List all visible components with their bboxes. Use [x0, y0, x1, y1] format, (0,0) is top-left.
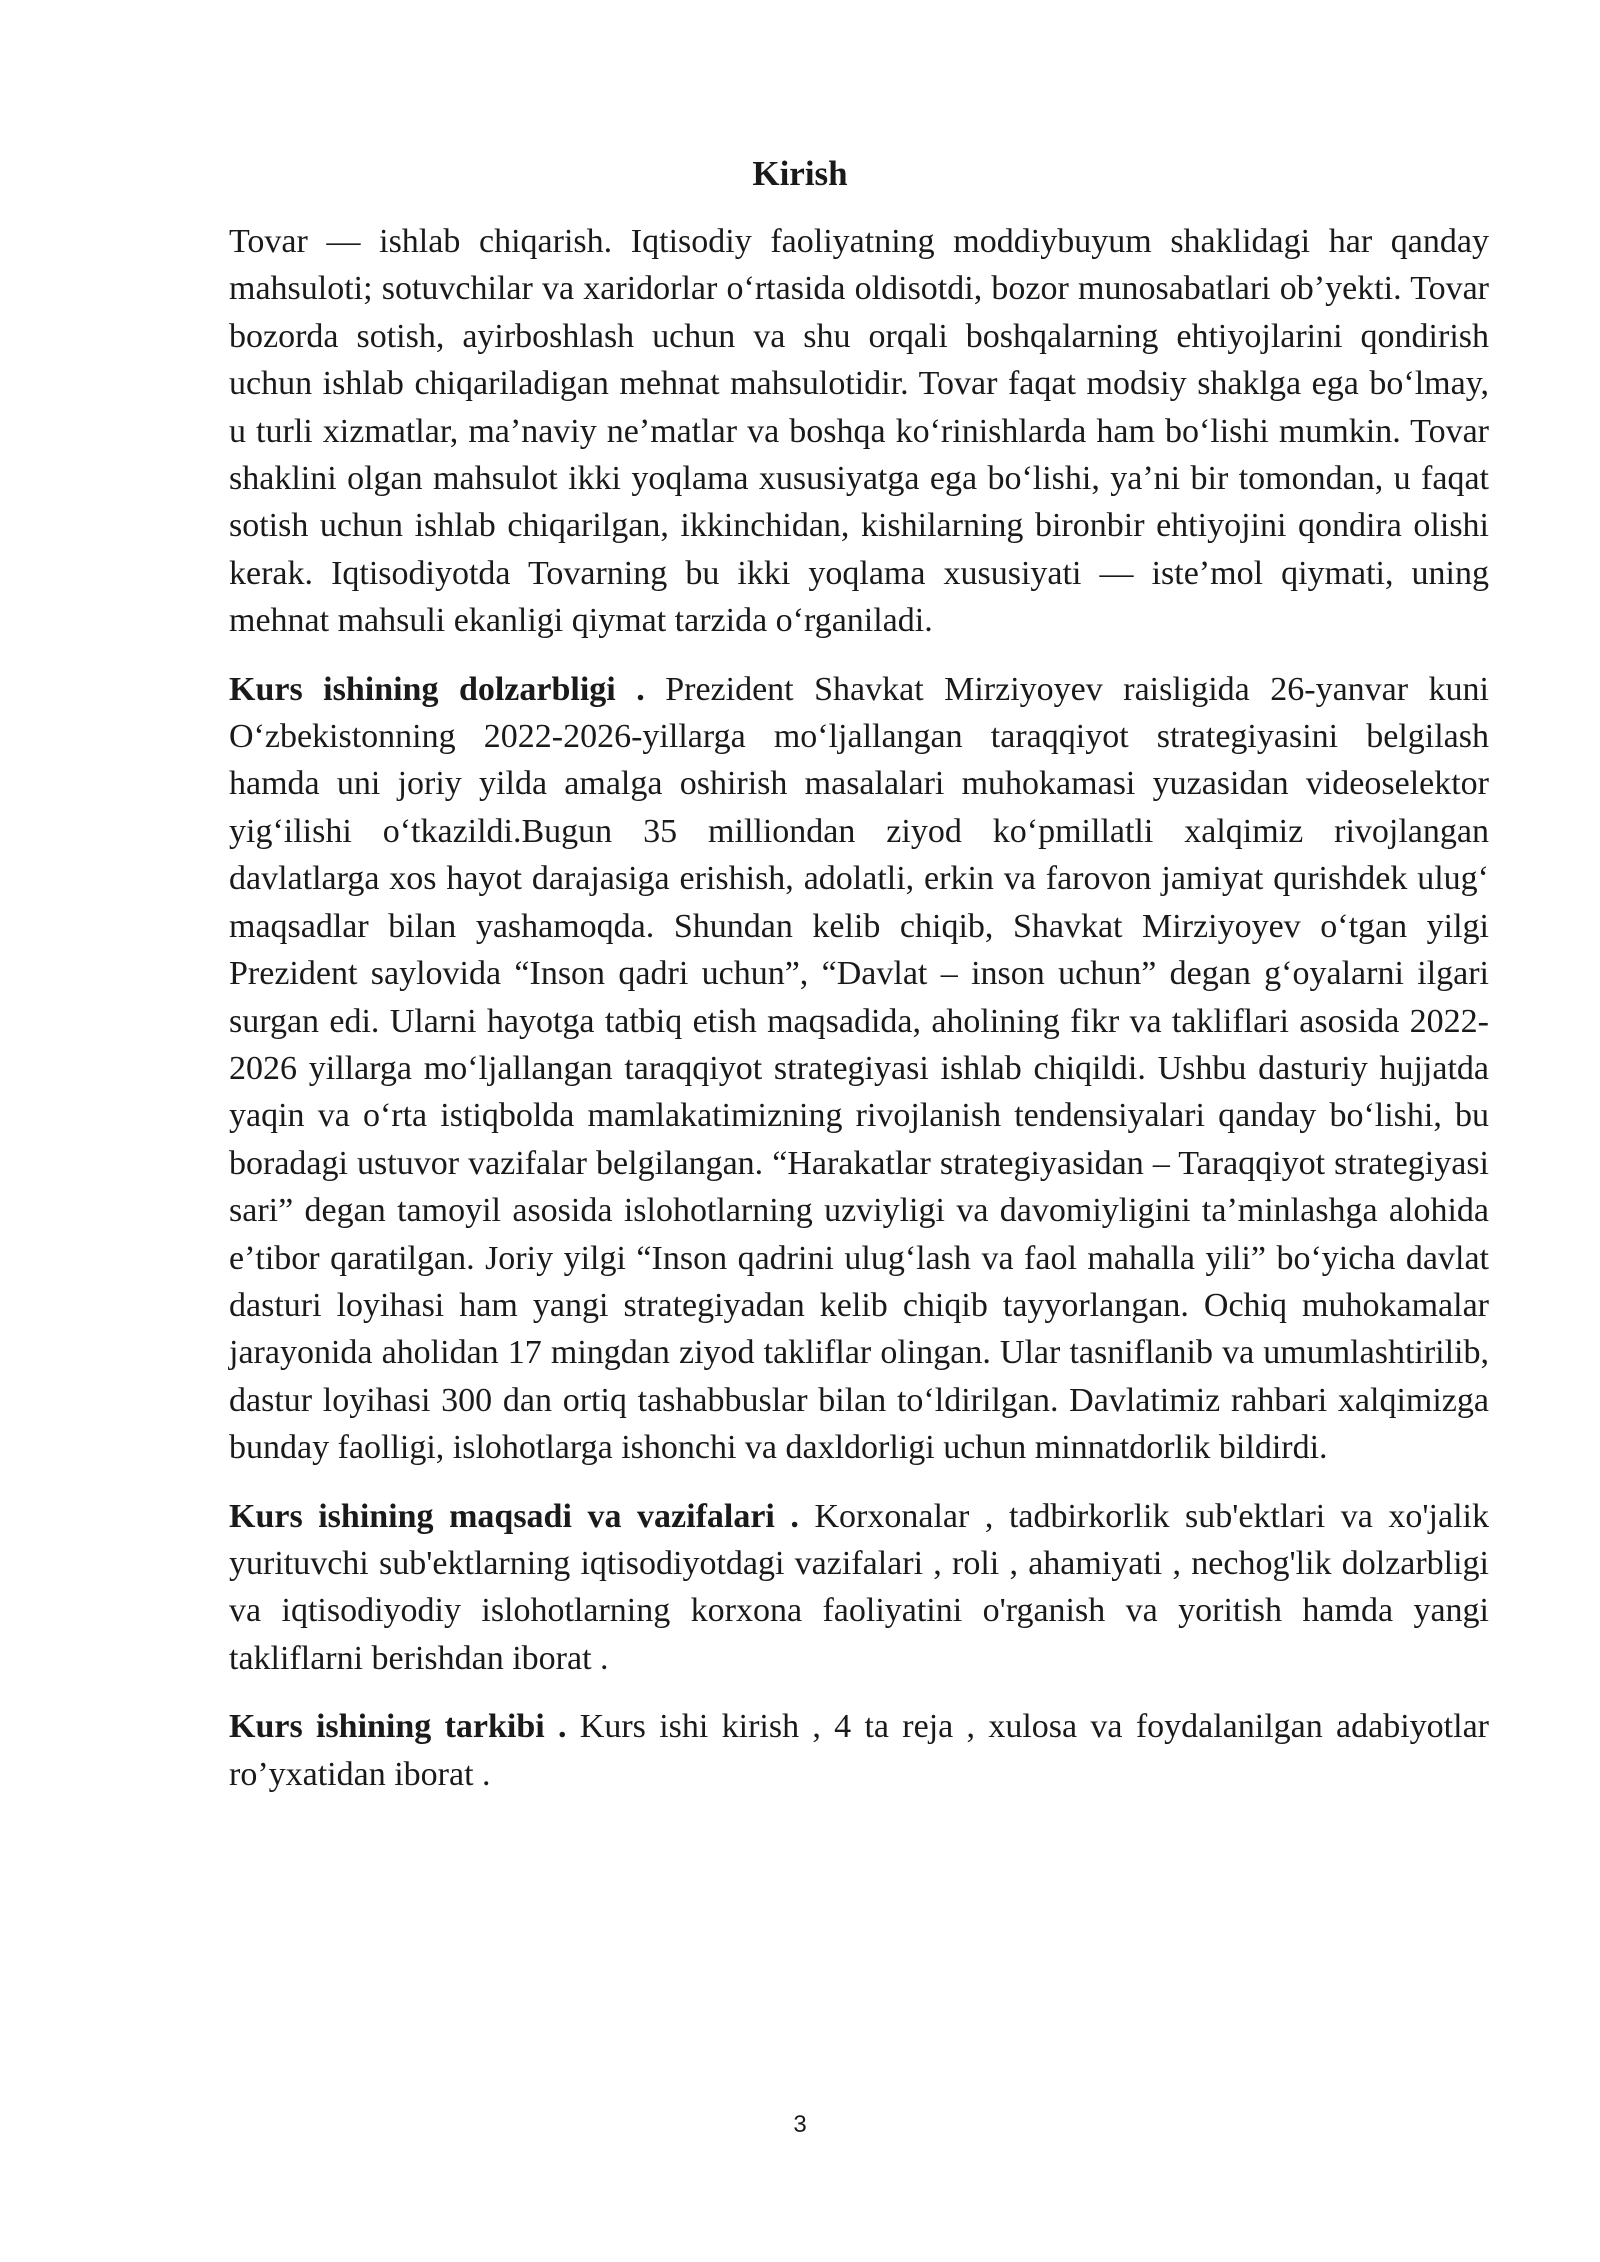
paragraph-goals — [229, 1493, 1489, 1683]
paragraph-text: Korxonalar , tadbirkorlik sub'ektlari va xo'jalik yurituvchi sub'ektlarning iqtisodiyotdagi vazifalari , roli , ahamiyati , nechog'lik dolzarbligi va iqtisodiyodiy islohotlarning korxona faoliyatini o'rganish va yoritish hamda yangi takliflarni berishdan iborat . — [229, 1497, 1489, 1677]
paragraph-lead: Kurs ishining dolzarbligi . — [229, 670, 645, 708]
page-title: Kirish — [752, 154, 848, 193]
paragraph-lead: Kurs ishining maqsadi va vazifalari . — [229, 1497, 799, 1535]
paragraph-structure — [229, 1703, 1489, 1798]
paragraph-text: Tovar — ishlab chiqarish. Iqtisodiy faoliyatning moddiybuyum shaklidagi har qanday mahsuloti; sotuvchilar va xaridorlar oʻrtasida oldisotdi, bozor munosabatlari obʼyekti. Tovar bozorda sotish, ayirboshlash uchun va shu orqali boshqalarning ehtiyojlarini qondirish uchun ishlab chiqariladigan mehnat mahsulotidir. Tovar faqat modsiy shaklga ega boʻlmay, u turli xizmatlar, maʼnaviy neʼmatlar va boshqa koʻrinishlarda ham boʻlishi mumkin. Tovar shaklini olgan mahsulot ikki yoqlama xususiyatga ega boʻlishi, yaʼni bir tomondan, u faqat sotish uchun ishlab chiqarilgan, ikkinchidan, kishilarning bironbir ehtiyojini qondira olishi kerak. Iqtisodiyotda Tovarning bu ikki yoqlama xususiyati — isteʼmol qiymati, uning mehnat mahsuli ekanligi qiymat tarzida oʻrganiladi. — [229, 223, 1489, 640]
paragraph-lead: Kurs ishining tarkibi . — [229, 1708, 567, 1746]
paragraph-text: Prezident Shavkat Mirziyoyev raisligida 26-yanvar kuni Oʻzbekistonning 2022-2026-yillarga moʻljallangan taraqqiyot strategiyasini belgilash hamda uni joriy yilda amalga oshirish masalalari muhokamasi yuzasidan videoselektor yigʻilishi oʻtkazildi.Bugun 35 milliondan ziyod koʻpmillatli xalqimiz rivojlangan davlatlarga xos hayot darajasiga erishish, adolatli, erkin va farovon jamiyat qurishdek ulugʻ maqsadlar bilan yashamoqda. Shundan kelib chiqib, Shavkat Mirziyoyev oʻtgan yilgi Prezident saylovida “Inson qadri uchun”, “Davlat – inson uchun” degan gʻoyalarni ilgari surgan edi. Ularni hayotga tatbiq etish maqsadida, aholining fikr va takliflari asosida 2022-2026 yillarga moʻljallangan taraqqiyot strategiyasi ishlab chiqildi. Ushbu dasturiy hujjatda yaqin va oʻrta istiqbolda mamlakatimizning rivojlanish tendensiyalari qanday boʻlishi, bu boradagi ustuvor vazifalar belgilangan. “Harakatlar strategiyasidan – Taraqqiyot strategiyasi sari” degan tamoyil asosida islohotlarning uzviyligi va davomiyligini taʼminlashga alohida eʼtibor qaratilgan. Joriy yilgi “Inson qadrini ulugʻlash va faol mahalla yili” boʻyicha davlat dasturi loyihasi ham yangi strategiyadan kelib chiqib tayyorlangan. Ochiq muhokamalar jarayonida aholidan 17 mingdan ziyod takliflar olingan. Ular tasniflanib va umumlashtirilib, dastur loyihasi 300 dan ortiq tashabbuslar bilan toʻldirilgan. Davlatimiz rahbari xalqimizga bunday faolligi, islohotlarga ishonchi va daxldorligi uchun minnatdorlik bildirdi. — [229, 670, 1490, 1467]
paragraph-text: Kurs ishi kirish , 4 ta reja , xulosa va foydalanilgan adabiyotlar ro’yxatidan iborat . — [229, 1708, 1489, 1793]
page-number: 3 — [793, 2111, 807, 2138]
paragraph-relevance — [229, 666, 1489, 1472]
document-body — [229, 218, 1489, 1819]
paragraph-intro — [229, 218, 1489, 645]
